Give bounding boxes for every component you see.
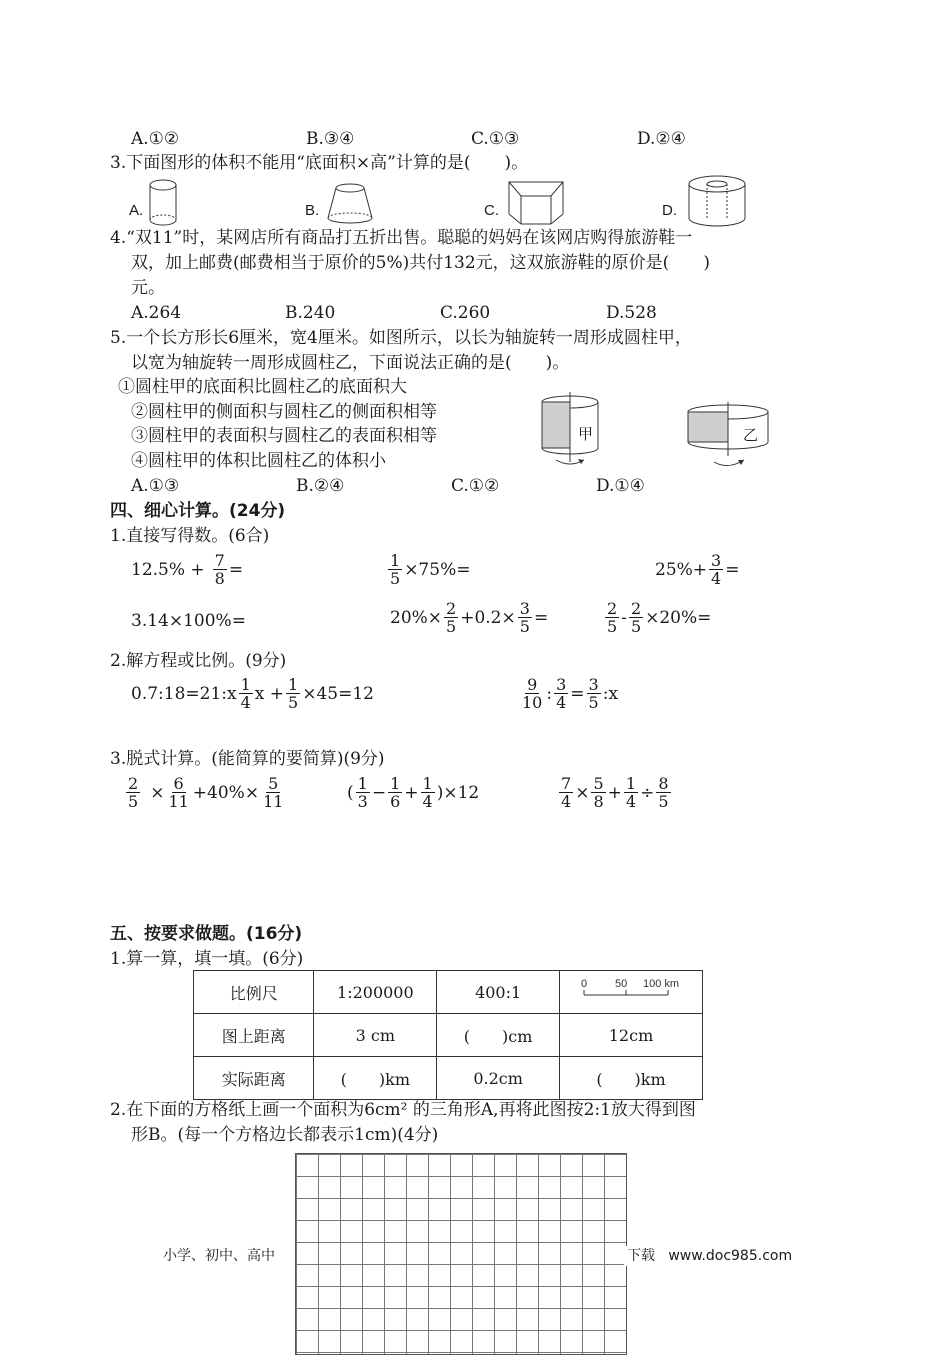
table-cell: 12cm xyxy=(560,1014,703,1057)
calc-r1c1: 12.5% + $\frac{7}{8}$ = xyxy=(131,551,244,588)
compute-3: $\frac{7}{4}$ × $\frac{5}{8}$ + $\frac{1}{4}$ ÷ $\frac{8}{5}$ xyxy=(561,774,669,811)
table-cell: 实际距离 xyxy=(194,1057,314,1100)
table-cell: ( )km xyxy=(314,1057,437,1100)
table-cell: ( )cm xyxy=(437,1014,560,1057)
q5-line2: 以宽为轴旋转一周形成圆柱乙，下面说法正确的是( )。 xyxy=(131,353,570,373)
q2-option-b: B.③④ xyxy=(306,129,355,149)
calc-r1c3: 25%+ $\frac{3}{4}$ = xyxy=(655,551,740,588)
calc-r2c2: 20%× $\frac{2}{5}$ +0.2× $\frac{3}{5}$ = xyxy=(390,599,549,636)
section5-sub2-line1: 2.在下面的方格纸上画一个面积为6cm² 的三角形A,再将此图按2:1放大得到图 xyxy=(110,1100,696,1120)
table-cell: 1:200000 xyxy=(314,971,437,1014)
table-cell: 0.2cm xyxy=(437,1057,560,1100)
prism-figure xyxy=(503,178,569,228)
q2-option-d: D.②④ xyxy=(637,129,686,149)
calc-r2c1: 3.14×100%= xyxy=(131,611,246,631)
q5-option-a: A.①③ xyxy=(131,476,180,496)
scale-bar-tick-0: 0 xyxy=(581,978,588,990)
table-cell: 图上距离 xyxy=(194,1014,314,1057)
compute-2: ( $\frac{1}{3}$ − $\frac{1}{6}$ + $\frac{1}{4}$ )×12 xyxy=(347,774,480,811)
q5-option-c: C.①② xyxy=(451,476,500,496)
q5-option-b: B.②④ xyxy=(296,476,345,496)
scale-bar xyxy=(561,973,701,1007)
scale-bar-cell xyxy=(560,971,703,1014)
cylinder-yi-label: 乙 xyxy=(743,426,759,444)
cylinder-jia-label: 甲 xyxy=(578,425,594,443)
table-row xyxy=(194,971,703,1014)
q3-text: 3.下面图形的体积不能用“底面积×高”计算的是( )。 xyxy=(110,153,529,173)
section4-title: 四、细心计算。(24分) xyxy=(110,501,286,521)
q4-line3: 元。 xyxy=(131,278,165,298)
scale-table xyxy=(193,970,703,1100)
compute-1: $\frac{2}{5}$ × $\frac{6}{11}$ +40%× $\frac{5}{11}$ xyxy=(128,774,284,811)
section4-sub2: 2.解方程或比例。(9分) xyxy=(110,651,287,671)
frustum-figure xyxy=(322,180,378,226)
table-row xyxy=(194,1014,703,1057)
table-cell: 比例尺 xyxy=(194,971,314,1014)
section4-sub1: 1.直接写得数。(6合) xyxy=(110,526,270,546)
q4-line1: 4.“双11”时，某网店所有商品打五折出售。聪聪的妈妈在该网店购得旅游鞋一 xyxy=(110,228,693,248)
q3-label-c: C. xyxy=(484,202,499,219)
hollow-cylinder-figure xyxy=(684,172,750,230)
q2-option-c: C.①③ xyxy=(471,129,520,149)
q5-statement-2: ②圆柱甲的侧面积与圆柱乙的侧面积相等 xyxy=(131,402,437,422)
q3-label-d: D. xyxy=(662,202,677,219)
square-grid[interactable] xyxy=(295,1153,627,1355)
table-cell: ( )km xyxy=(560,1057,703,1100)
q4-option-b: B.240 xyxy=(285,303,336,323)
footer-right: 下载 www.doc985.com xyxy=(624,1246,795,1266)
table-cell: 3 cm xyxy=(314,1014,437,1057)
q3-label-b: B. xyxy=(305,202,320,219)
equation-2: $\frac{9}{10}$ : $\frac{3}{4}$ = $\frac{3}{5}$ :x xyxy=(522,675,619,712)
scale-bar-tick-100: 100 km xyxy=(643,978,680,990)
section5-sub2-line2: 形B。(每一个方格边长都表示1cm)(4分) xyxy=(131,1125,439,1145)
q2-option-a: A.①② xyxy=(131,129,180,149)
section5-title: 五、按要求做题。(16分) xyxy=(110,924,303,944)
calc-r2c3: $\frac{2}{5}$ - $\frac{2}{5}$ ×20%= xyxy=(607,599,712,636)
section4-sub3: 3.脱式计算。(能简算的要简算)(9分) xyxy=(110,749,385,769)
q4-option-d: D.528 xyxy=(606,303,657,323)
q5-statement-3: ③圆柱甲的表面积与圆柱乙的表面积相等 xyxy=(131,426,437,446)
q5-statement-1: ①圆柱甲的底面积比圆柱乙的底面积大 xyxy=(118,377,407,397)
calc-r1c2: $\frac{1}{5}$ ×75%= xyxy=(390,551,471,588)
q5-option-d: D.①④ xyxy=(596,476,645,496)
q3-label-a: A. xyxy=(129,202,144,219)
q5-statement-4: ④圆柱甲的体积比圆柱乙的体积小 xyxy=(131,451,386,471)
equation-1: 0.7:18=21:x $\frac{1}{4}$ x + $\frac{1}{5}$ ×45=12 xyxy=(131,675,374,712)
table-row xyxy=(194,1057,703,1100)
table-cell: 400:1 xyxy=(437,971,560,1014)
section5-sub1: 1.算一算，填一填。(6分) xyxy=(110,949,304,969)
cylinder-jia-figure xyxy=(532,390,612,470)
footer-left: 小学、初中、高中 xyxy=(160,1246,278,1266)
q5-line1: 5.一个长方形长6厘米，宽4厘米。如图所示，以长为轴旋转一周形成圆柱甲， xyxy=(110,328,692,348)
cylinder-figure xyxy=(146,178,186,228)
q4-line2: 双，加上邮费(邮费相当于原价的5%)共付132元，这双旅游鞋的原价是( ) xyxy=(131,253,710,273)
q4-option-c: C.260 xyxy=(440,303,491,323)
scale-bar-tick-50: 50 xyxy=(615,978,628,990)
cylinder-yi-figure xyxy=(680,400,780,472)
q4-option-a: A.264 xyxy=(131,303,182,323)
